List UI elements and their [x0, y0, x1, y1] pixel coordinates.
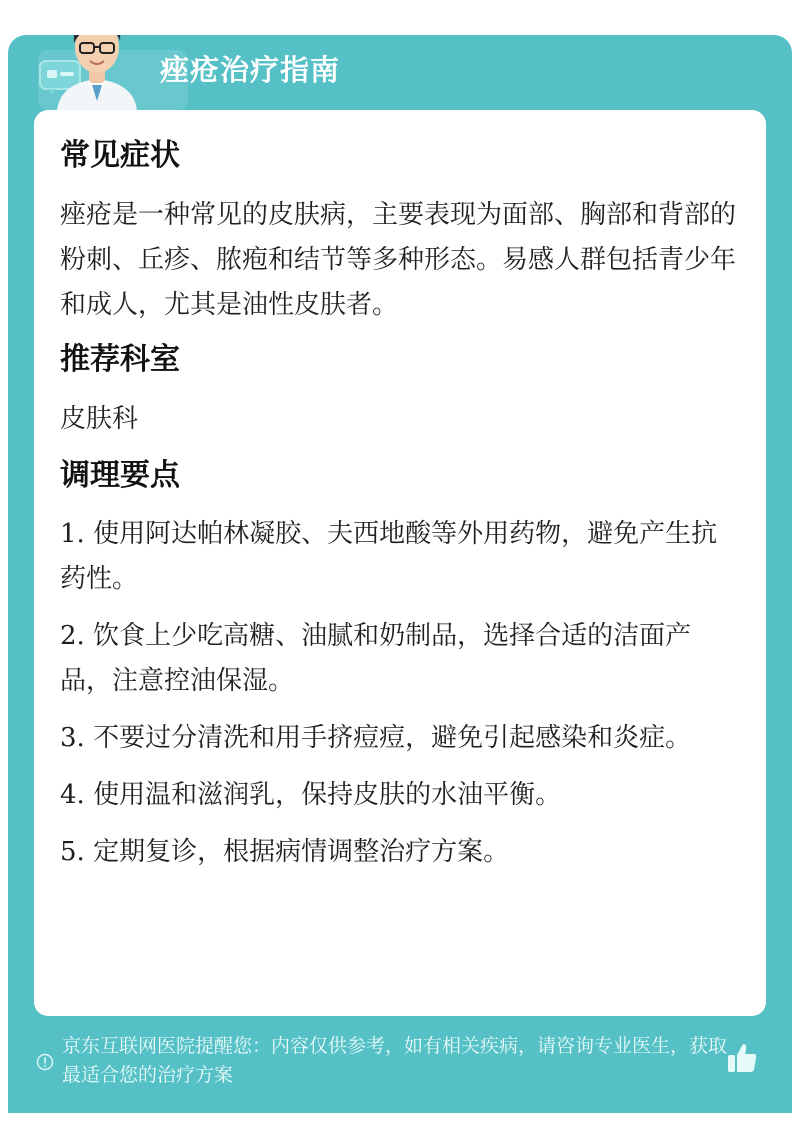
list-item-number: 1.	[60, 519, 85, 549]
list-item-text: 使用阿达帕林凝胶、夫西地酸等外用药物，避免产生抗药性。	[60, 519, 718, 594]
list-item-text: 定期复诊，根据病情调整治疗方案。	[84, 837, 510, 867]
content-card	[34, 110, 766, 1016]
section-heading-care-tips: 调理要点	[60, 458, 180, 493]
department-text: 皮肤科	[60, 404, 139, 434]
info-icon	[36, 1053, 54, 1071]
doctor-avatar	[52, 35, 142, 111]
list-item-text: 饮食上少吃高糖、油腻和奶制品，选择合适的洁面产品，注意控油保湿。	[60, 621, 692, 696]
list-item	[60, 773, 740, 818]
page-title: 痤疮治疗指南	[160, 53, 341, 87]
list-item	[60, 716, 740, 761]
list-item-number: 2.	[60, 621, 85, 651]
list-item	[60, 830, 740, 875]
symptoms-text: 痤疮是一种常见的皮肤病，主要表现为面部、胸部和背部的粉刺、丘疹、脓疱和结节等多种形态。易感人群包括青少年和成人，尤其是油性皮肤者。	[60, 200, 737, 320]
disclaimer-text: 京东互联网医院提醒您：内容仅供参考，如有相关疾病，请咨询专业医生，获取最适合您的治疗方案	[62, 1035, 728, 1086]
thumbs-up-icon[interactable]	[724, 1040, 760, 1076]
section-heading-department: 推荐科室	[60, 342, 180, 377]
list-item	[60, 512, 740, 602]
list-item-number: 5.	[60, 837, 85, 867]
list-item-text: 不要过分清洗和用手挤痘痘，避免引起感染和炎症。	[84, 723, 692, 753]
section-heading-symptoms: 常见症状	[60, 138, 180, 173]
list-item-number: 3.	[60, 723, 85, 753]
list-item-number: 4.	[60, 780, 85, 810]
care-tips-list	[60, 512, 740, 875]
list-item-text: 使用温和滋润乳，保持皮肤的水油平衡。	[84, 780, 562, 810]
list-item	[60, 614, 740, 704]
